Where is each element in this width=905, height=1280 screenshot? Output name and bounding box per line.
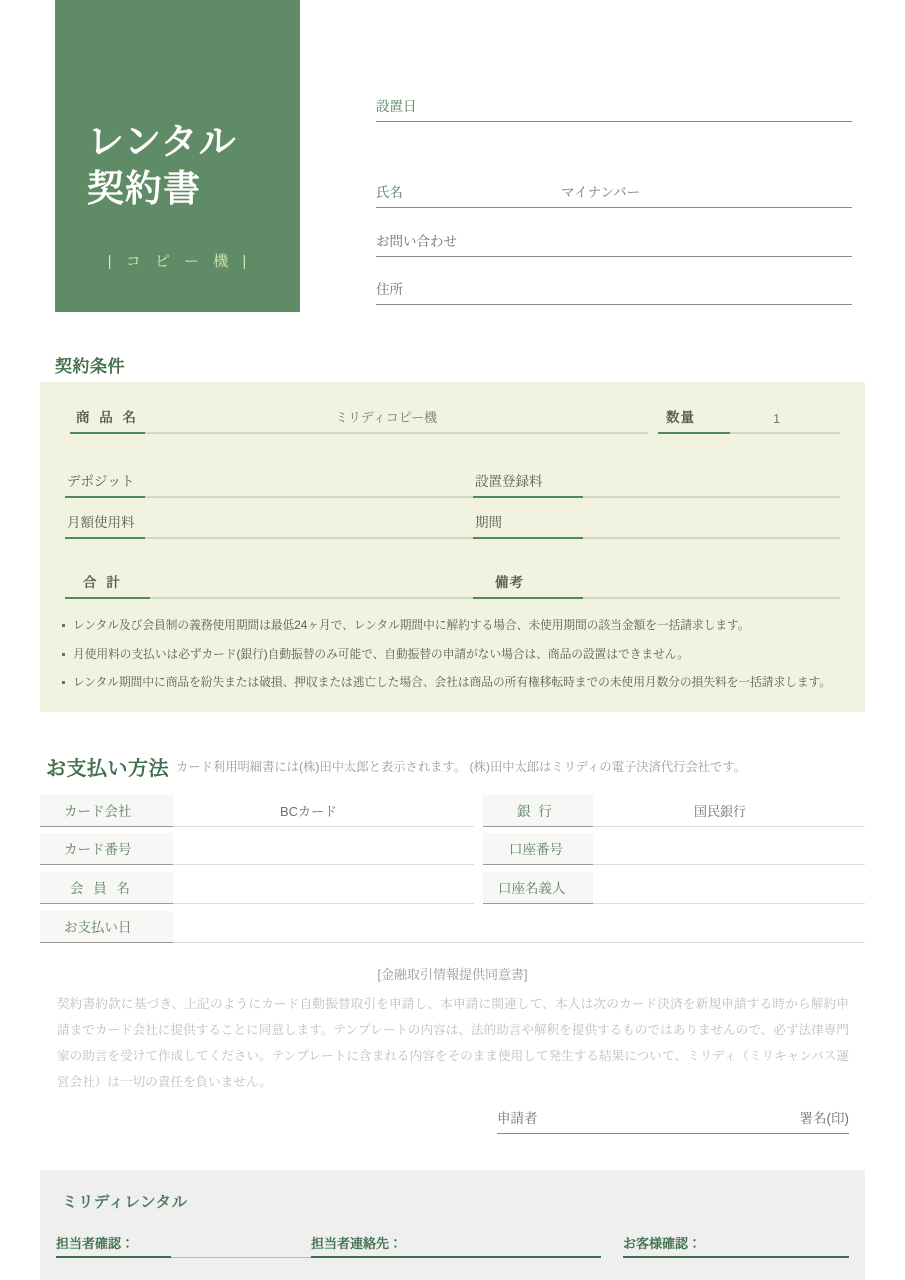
product-name-label: 商 品 名 [76,410,140,425]
consent-title: [金融取引情報提供同意書] [377,967,528,982]
title-line-1: レンタル [87,121,237,162]
account-number-label: 口座番号 [509,842,563,857]
contact-field[interactable] [376,227,852,257]
remarks-underline-accent [473,597,583,599]
remarks-underline [583,597,840,599]
payment-note: カード利用明細書には(株)田中太郎と表示されます。 (株)田中太郎はミリディの電子決済代行会社です。 [176,760,746,774]
install-fee-label: 設置登録料 [475,474,543,489]
member-name-label: 会 員 名 [70,881,134,896]
title-subtitle: | コ ピ ー 機 | [107,253,252,270]
staff-contact-label: 担当者連絡先： [311,1236,403,1251]
install-date-label: 設置日 [376,99,417,114]
remarks-label: 備考 [495,575,524,590]
install-fee-field[interactable] [473,466,840,498]
account-holder-label: 口座名義人 [498,881,566,896]
staff-confirm-underline [171,1257,311,1258]
total-underline-accent [65,597,150,599]
bank-field[interactable] [483,795,865,827]
applicant-signature-field[interactable] [497,1104,849,1134]
bank-value: 国民銀行 [694,804,747,819]
monthly-fee-underline-accent [65,537,145,539]
period-underline-accent [473,537,583,539]
card-number-underline [173,864,474,865]
remarks-field[interactable] [473,551,840,599]
payment-day-field[interactable] [40,911,865,943]
product-name-underline-accent [70,432,145,434]
bank-label: 銀 行 [517,804,554,819]
customer-confirm-field[interactable] [623,1228,849,1258]
list-item-text: レンタル及び会員制の義務使用期間は最低24ヶ月で、レンタル期間中に解約する場合、未使用期間の該当金額を一括請求します。 [73,619,750,632]
account-holder-field[interactable] [483,872,865,904]
total-underline [150,597,473,599]
staff-confirm-field[interactable] [56,1228,311,1258]
bullet-icon [62,624,65,627]
signature-label: 署名(印) [799,1111,849,1126]
period-field[interactable] [473,507,840,539]
quantity-underline [730,432,840,434]
page-title [87,118,287,213]
conditions-heading: 契約条件 [55,357,125,376]
monthly-fee-label: 月額使用料 [67,515,135,530]
card-company-value: BCカード [280,804,338,819]
consent-body: 契約書約款に基づき、上記のようにカード自動振替取引を申請し、本申請に関連して、本人は次のカード決済を新規申請する時から解約申請までカード会社に提供することに同意します。テンプレートの内容は、法的助言や解釈を提供するものではありませんので、必ず法律専門家の助言を受けて作成してください。テンプレートに含まれる内容をそのまま使用して発生する結果について、ミリディ（ミリキャンバス運営会社）は一切の責任を負いません。 [57,997,849,1089]
list-item-text: レンタル期間中に商品を紛失または破損、押収または逃亡した場合、会社は商品の所有権移転時までの未使用月数分の損失料を一括請求します。 [73,676,831,690]
member-name-field[interactable] [40,872,474,904]
applicant-label: 申請者 [497,1111,538,1126]
document-header [0,0,905,312]
staff-contact-underline-accent [311,1256,601,1258]
quantity-underline-accent [658,432,730,434]
payment-day-underline-accent [40,942,173,943]
account-number-underline-accent [483,864,593,865]
list-item [62,677,852,689]
footer-panel [40,1170,865,1280]
install-date-field[interactable] [376,92,852,122]
monthly-fee-field[interactable] [65,507,473,539]
bank-underline-accent [483,826,593,827]
product-name-field[interactable] [70,402,648,434]
period-label: 期間 [475,515,502,530]
address-field[interactable] [376,275,852,305]
contact-label: お問い合わせ [376,234,457,249]
name-field[interactable] [376,178,852,208]
deposit-label: デポジット [67,474,135,489]
total-field[interactable] [65,551,473,599]
staff-confirm-label: 担当者確認： [56,1236,135,1251]
product-name-value: ミリディコピー機 [335,410,438,425]
payment-day-underline [173,942,865,943]
staff-contact-field[interactable] [311,1228,601,1258]
title-banner [55,0,300,312]
list-item-text: 月使用料の支払いは必ずカード(銀行)自動振替のみ可能で、自動振替の申請がない場合は、商品の設置はできません。 [73,647,689,661]
list-item [62,620,852,632]
card-number-label: カード番号 [64,842,132,857]
account-number-field[interactable] [483,833,865,865]
title-line-2: 契約書 [87,168,201,210]
install-fee-underline [583,496,840,498]
customer-confirm-underline-accent [623,1256,849,1258]
install-fee-underline-accent [473,496,583,498]
period-underline [583,537,840,539]
mynumber-label: マイナンバー [561,185,641,200]
payment-day-label: お支払い日 [64,920,132,935]
name-label: 氏名 [376,185,403,200]
bank-underline [593,826,865,827]
card-number-underline-accent [40,864,173,865]
deposit-underline [145,496,473,498]
deposit-underline-accent [65,496,145,498]
quantity-label: 数量 [666,410,695,425]
payment-heading: お支払い方法 [46,758,169,780]
quantity-value: 1 [773,411,781,426]
account-number-underline [593,864,865,865]
list-item [62,649,852,661]
card-company-label: カード会社 [64,804,132,819]
product-name-underline [145,432,648,434]
member-name-underline-accent [40,903,173,904]
card-number-field[interactable] [40,833,474,865]
deposit-field[interactable] [65,466,473,498]
footer-company-name: ミリディレンタル [62,1194,188,1211]
card-company-underline [173,826,474,827]
account-holder-underline-accent [483,903,593,904]
card-company-field[interactable] [40,795,474,827]
monthly-fee-underline [145,537,473,539]
total-label: 合 計 [83,575,123,590]
address-label: 住所 [376,282,403,297]
member-name-underline [173,903,474,904]
bullet-icon [62,681,65,684]
conditions-notes-list [62,620,852,706]
quantity-field[interactable] [658,402,840,434]
staff-confirm-underline-accent [56,1256,171,1258]
card-company-underline-accent [40,826,173,827]
account-holder-underline [593,903,865,904]
bullet-icon [62,653,65,656]
customer-confirm-label: お客様確認： [623,1236,702,1251]
